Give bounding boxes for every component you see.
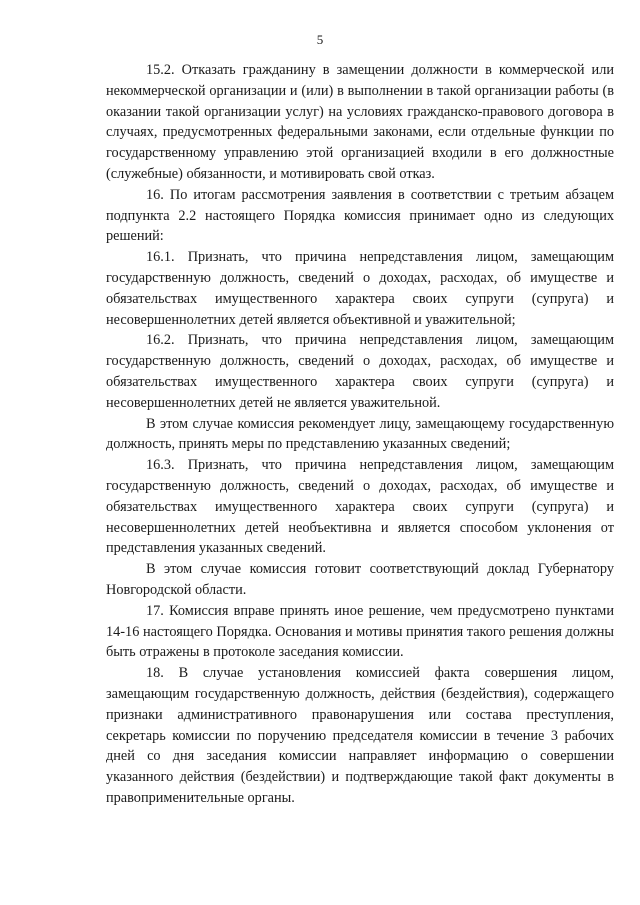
paragraph-16-3: 16.3. Признать, что причина непредставления лицом, замещающим государственную должность, сведений о доходах, расходах, об имуществе и обязательствах имущественного характера своих супруги (супруга) и несовершеннолетних детей необъективна и является способом уклонения от представления указанных сведений.: [106, 457, 614, 557]
paragraph-16-1: 16.1. Признать, что причина непредставления лицом, замещающим государственную должность, сведений о доходах, расходах, об имуществе и обязательствах имущественного характера своих супруги (супруга) и несовершеннолетних детей является объективной и уважительной;: [106, 249, 614, 328]
paragraph-16-3-report: В этом случае комиссия готовит соответствующий доклад Губернатору Новгородской области.: [106, 561, 614, 598]
paragraph-18: 18. В случае установления комиссией факта совершения лицом, замещающим государственную должность, действия (бездействия), содержащего признаки административного правонарушения или состава преступления, секретарь комиссии по поручению председателя комиссии в течение 3 рабочих дней со дня заседания комиссии направляет информацию о совершении указанного действия (бездействии) и подтверждающие такой факт документы в правоприменительные органы.: [106, 665, 614, 806]
paragraph-16-2-recommendation: В этом случае комиссия рекомендует лицу, замещающему государственную должность, принять меры по представлению указанных сведений;: [106, 415, 614, 453]
page-number: 5: [316, 32, 324, 47]
paragraph-16-2: 16.2. Признать, что причина непредставления лицом, замещающим государственную должность, сведений о доходах, расходах, об имуществе и обязательствах имущественного характера своих супруги (супруга) и несовершеннолетних детей не является уважительной.: [106, 332, 614, 411]
paragraph-16: 16. По итогам рассмотрения заявления в соответствии с третьим абзацем подпункта 2.2 настоящего Порядка комиссия принимает одно из следующих решений:: [106, 186, 614, 245]
document-body: [106, 60, 614, 809]
paragraph-17: 17. Комиссия вправе принять иное решение, чем предусмотрено пунктами 14-16 настоящего Порядка. Основания и мотивы принятия такого решения должны быть отражены в протоколе заседания комиссии.: [106, 602, 614, 661]
paragraph-15-2: 15.2. Отказать гражданину в замещении должности в коммерческой или некоммерческой организации и (или) в выполнении в такой организации работы (в оказании такой организации услуг) на условиях гражданско-правового договора в случаях, предусмотренных федеральными законами, если отдельные функции по государственному управлению этой организацией входили в его должностные (служебные) обязанности, и мотивировать свой отказ.: [106, 62, 614, 182]
